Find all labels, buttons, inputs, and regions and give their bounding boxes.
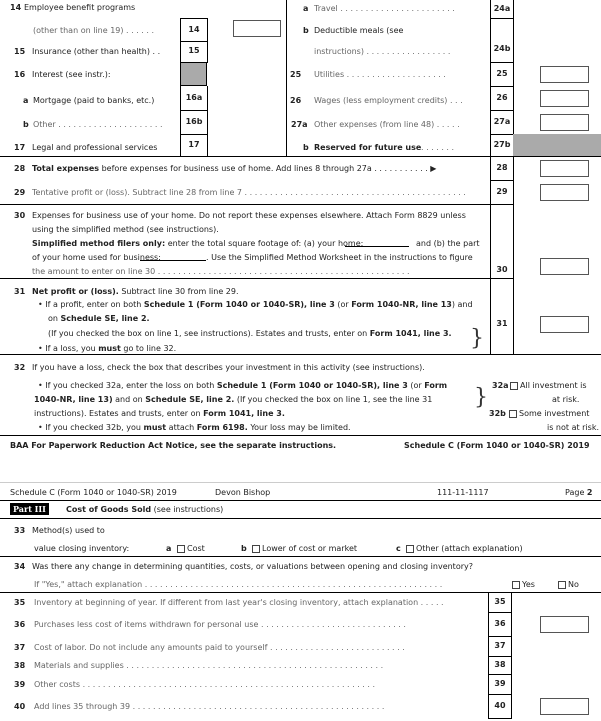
line-24b-label: Deductible meals (see: [314, 26, 404, 35]
line-24b-sub: instructions) . . . . . . . . . . . . . . . . .: [314, 47, 451, 56]
t: • If a loss, you: [38, 344, 99, 353]
column-divider: [286, 0, 287, 156]
line-26-amount-input[interactable]: [540, 90, 589, 107]
line-27a-label: Other expenses (from line 48) . . . . .: [314, 120, 460, 129]
checkbox-lower-cost[interactable]: [252, 544, 357, 553]
line-37-box-label: 37: [488, 636, 512, 657]
line-31-brace: }: [470, 326, 484, 351]
line-32a-label: 32a: [492, 381, 509, 390]
line-27b-label: Reserved for future use: [314, 143, 422, 152]
t: • If you checked 32b, you: [38, 423, 144, 432]
checkbox-no[interactable]: [558, 580, 579, 589]
line-31-bullet-1: [38, 300, 473, 309]
line-15-num: 15: [14, 47, 26, 56]
checkbox-32b-box[interactable]: [509, 410, 517, 418]
line-34-text2: If "Yes," attach explanation . . . . . . . . . . . . . . . . . . . . . . . . . . . . . . . . . . . . . . . . . . . . . . . . . . . . . . . . . . .: [34, 580, 443, 589]
line-33-num: 33: [14, 526, 26, 535]
t: Form: [424, 381, 448, 390]
checkbox-lower-cost-box[interactable]: [252, 545, 260, 553]
t: must: [143, 423, 167, 432]
t: on: [48, 314, 61, 323]
line-30-text-4: of your home used for business:: [32, 253, 161, 262]
footer-form-name: Schedule C (Form 1040 or 1040-SR) 2019: [404, 441, 590, 450]
line-38-box-label: 38: [488, 656, 512, 675]
line-28-label: [32, 164, 436, 173]
line-32-bullet-1: [38, 381, 447, 390]
simplified-method-label: Simplified method filers only:: [32, 239, 166, 248]
t: attach: [166, 423, 197, 432]
line-24a-label: Travel . . . . . . . . . . . . . . . . . . . . . . .: [314, 4, 455, 13]
line-26-label: Wages (less employment credits) . . .: [314, 96, 463, 105]
taxpayer-name: Devon Bishop: [215, 488, 271, 497]
part-iii-title: [66, 505, 223, 514]
business-sqft-input[interactable]: [140, 260, 206, 261]
t: • If you checked 32a, enter the loss on both: [38, 381, 217, 390]
footer-notice: BAA For Paperwork Reduction Act Notice, see the separate instructions.: [10, 441, 337, 450]
t: Form 1041, line 3.: [203, 409, 285, 418]
line-30-text-3: [32, 239, 363, 248]
line-16b-label: Other . . . . . . . . . . . . . . . . . . . . .: [33, 120, 163, 129]
line-26-box-label: 26: [490, 86, 514, 111]
line-30-box-label: 30: [490, 204, 514, 279]
line-33c-letter: c: [396, 544, 401, 553]
t: Schedule SE, line 2.: [145, 395, 235, 404]
line-27b-dots: . . . . . . .: [421, 143, 455, 152]
divider-line: [0, 354, 601, 355]
page-label: Page: [565, 488, 587, 497]
line-31-amount-input[interactable]: [540, 316, 589, 333]
line-24b-letter: b: [303, 26, 309, 35]
line-28-text: before expenses for business use of home. Add lines 8 through 27a . . . . . . . . . . . ▶: [99, 164, 437, 173]
checkbox-32a-text2: at risk.: [552, 395, 580, 404]
line-28-amount-input[interactable]: [540, 160, 589, 177]
page2-form-title: Schedule C (Form 1040 or 1040-SR) 2019: [10, 488, 177, 497]
t: Form 6198.: [196, 423, 248, 432]
line-16a-box-label: 16a: [180, 86, 208, 111]
line-25-num: 25: [290, 70, 302, 79]
t: 1040-NR, line 13): [34, 395, 113, 404]
line-33b-letter: b: [241, 544, 247, 553]
line-30-text-4c: . Use the Simplified Method Worksheet in the instructions to figure: [206, 253, 473, 262]
line-27a-num: 27a: [291, 120, 308, 129]
t: ) and: [451, 300, 473, 309]
line-29-label: Tentative profit or (loss). Subtract line 28 from line 7 . . . . . . . . . . . . . . . . . . . . . . . . . . . . . . . . . . . . . . . . . . . .: [32, 188, 466, 197]
line-25-box-label: 25: [490, 62, 514, 87]
checkbox-cost[interactable]: [177, 544, 205, 553]
line-24b-box-label: 24b: [490, 18, 514, 63]
line-32b-label: 32b: [489, 409, 506, 418]
line-32-num: 32: [14, 363, 26, 372]
line-17-num: 17: [14, 143, 26, 152]
line-33a-letter: a: [166, 544, 172, 553]
checkbox-other-box[interactable]: [406, 545, 414, 553]
t: • If a profit, enter on both: [38, 300, 144, 309]
line-30-num: 30: [14, 211, 26, 220]
checkbox-32a[interactable]: [510, 381, 587, 390]
t: instructions). Estates and trusts, enter on: [34, 409, 204, 418]
line-35-label: Inventory at beginning of year. If different from last year's closing inventory, attach explanation . . . . .: [34, 598, 444, 607]
checkbox-no-label: No: [568, 580, 579, 589]
checkbox-cost-label: Cost: [187, 544, 205, 553]
line-15-box-label: 15: [180, 40, 208, 63]
line-16-label: Interest (see instr.):: [32, 70, 111, 79]
line-27b-box-label: 27b: [490, 134, 514, 156]
part-iii-title-bold: Cost of Goods Sold: [66, 505, 152, 514]
line-35-num: 35: [14, 598, 26, 607]
line-30-text-2: using the simplified method (see instructions).: [32, 225, 219, 234]
checkbox-yes[interactable]: [512, 580, 535, 589]
home-sqft-input[interactable]: [345, 246, 409, 247]
line-40-box-label: 40: [488, 694, 512, 719]
line-16-shaded: [180, 62, 207, 86]
line-30-text-5: the amount to enter on line 30 . . . . . . . . . . . . . . . . . . . . . . . . . . . . . . . . . . . . . . . . . . . . . . . . . .: [32, 267, 410, 276]
line-30-amount-input[interactable]: [540, 258, 589, 275]
line-30-text-3c: and (b) the part: [416, 239, 480, 248]
line-37-label: Cost of labor. Do not include any amounts paid to yourself . . . . . . . . . . . . . . . . . . . . . . . . . . .: [34, 643, 405, 652]
checkbox-yes-label: Yes: [522, 580, 535, 589]
divider-line: [0, 500, 601, 501]
line-17-box-label: 17: [180, 134, 208, 156]
t: Form 1040-NR, line 13: [351, 300, 452, 309]
line-16-num: 16: [14, 70, 26, 79]
t: (If you checked the box on line 1, see instructions). Estates and trusts, enter on: [48, 329, 370, 338]
line-14-sub: (other than on line 19) . . . . . .: [33, 26, 155, 35]
line-31-bullet-3: [38, 344, 176, 353]
line-29-box-label: 29: [490, 180, 514, 205]
checkbox-32a-box[interactable]: [510, 382, 518, 390]
line-27b-letter: b: [303, 143, 309, 152]
line-31-box-label: 31: [490, 278, 514, 354]
divider-line: [0, 518, 601, 519]
t: Your loss may be limited.: [247, 423, 351, 432]
line-35-box-label: 35: [488, 592, 512, 613]
line-34-text: Was there any change in determining quantities, costs, or valuations between opening and closing inventory?: [32, 562, 473, 571]
line-31-bullet-1b: [48, 314, 150, 323]
line-27a-box-label: 27a: [490, 110, 514, 135]
line-32-brace: }: [474, 385, 488, 410]
line-40-label: Add lines 35 through 39 . . . . . . . . . . . . . . . . . . . . . . . . . . . . . . . . . . . . . . . . . . . . . . . . . .: [34, 702, 385, 711]
t: go to line 32.: [120, 344, 177, 353]
checkbox-32b[interactable]: [509, 409, 589, 418]
line-31-title: [32, 287, 239, 296]
line-31-bullet-2: [48, 329, 452, 338]
divider-line: [0, 435, 601, 436]
line-40-amount-input[interactable]: [540, 698, 589, 715]
line-36-num: 36: [14, 620, 26, 629]
line-38-num: 38: [14, 661, 26, 670]
line-30-text-1: Expenses for business use of your home. Do not report these expenses elsewhere. Attach Form 8829 unless: [32, 211, 466, 220]
line-14-box-label: 14: [180, 18, 208, 42]
line-37-num: 37: [14, 643, 26, 652]
divider-line: [0, 278, 490, 279]
t: (If you checked the box on line 1, see the line 31: [234, 395, 433, 404]
checkbox-other-label: Other (attach explanation): [416, 544, 523, 553]
t: and on: [112, 395, 146, 404]
part-iii-title-sub: (see instructions): [151, 505, 224, 514]
line-31-title-rest: Subtract line 30 from line 29.: [118, 287, 239, 296]
line-36-label: Purchases less cost of items withdrawn for personal use . . . . . . . . . . . . . . . . . . . . . . . . . . . . .: [34, 620, 406, 629]
line-24a-letter: a: [303, 4, 309, 13]
line-31-num: 31: [14, 287, 26, 296]
line-27b-shaded: [513, 134, 601, 156]
checkbox-32a-text: All investment is: [520, 381, 587, 390]
line-40-num: 40: [14, 702, 26, 711]
t: Form 1041, line 3.: [369, 329, 452, 338]
line-25-amount-input[interactable]: [540, 66, 589, 83]
line-39-box-label: 39: [488, 674, 512, 695]
part-iii-badge: Part III: [10, 503, 49, 515]
line-33-text: Method(s) used to: [32, 526, 105, 535]
line-28-num: 28: [14, 164, 26, 173]
line-29-num: 29: [14, 188, 26, 197]
t: Schedule 1 (Form 1040 or 1040-SR), line 3: [216, 381, 408, 390]
line-39-label: Other costs . . . . . . . . . . . . . . . . . . . . . . . . . . . . . . . . . . . . . . . . . . . . . . . . . . . . . . . . . .: [34, 680, 376, 689]
page-num: 2: [586, 488, 593, 497]
line-34-num: 34: [14, 562, 26, 571]
line-31-title-bold: Net profit or (loss).: [32, 287, 119, 296]
page-number: [565, 488, 593, 497]
line-16b-box-label: 16b: [180, 110, 208, 135]
line-28-box-label: 28: [490, 156, 514, 181]
line-16a-label: Mortgage (paid to banks, etc.): [33, 96, 155, 105]
checkbox-cost-box[interactable]: [177, 545, 185, 553]
line-28-bold: Total expenses: [32, 164, 100, 173]
divider-line: [0, 556, 601, 557]
line-25-label: Utilities . . . . . . . . . . . . . . . . . . . .: [314, 70, 446, 79]
line-29-amount-input[interactable]: [540, 184, 589, 201]
t: Schedule 1 (Form 1040 or 1040-SR), line 3: [143, 300, 335, 309]
checkbox-32b-text2: is not at risk.: [547, 423, 600, 432]
checkbox-32b-text: Some investment: [519, 409, 590, 418]
line-32-bullet-1b: [34, 395, 432, 404]
checkbox-lower-cost-label: Lower of cost or market: [262, 544, 358, 553]
line-36-amount-input[interactable]: [540, 616, 589, 633]
checkbox-other[interactable]: [406, 544, 523, 553]
line-14-amount-input[interactable]: [233, 20, 281, 37]
line-27a-amount-input[interactable]: [540, 114, 589, 131]
line-36-box-label: 36: [488, 612, 512, 637]
page-break: [0, 482, 601, 483]
line-17-label: Legal and professional services: [32, 143, 158, 152]
line-32-text: If you have a loss, check the box that describes your investment in this activity (see instructions).: [32, 363, 425, 372]
taxpayer-ssn: 111-11-1117: [437, 488, 489, 497]
line-39-num: 39: [14, 680, 26, 689]
line-30-text-3b: enter the total square footage of: (a) your home:: [165, 239, 364, 248]
line-26-num: 26: [290, 96, 302, 105]
line-38-label: Materials and supplies . . . . . . . . . . . . . . . . . . . . . . . . . . . . . . . . . . . . . . . . . . . . . . . . . . .: [34, 661, 384, 670]
line-32-bullet-1c: [34, 409, 285, 418]
line-14-num: 14: [10, 3, 22, 12]
line-16a-letter: a: [23, 96, 29, 105]
line-16b-letter: b: [23, 120, 29, 129]
t: (or: [407, 381, 425, 390]
t: (or: [334, 300, 352, 309]
checkbox-no-box[interactable]: [558, 581, 566, 589]
line-32-bullet-2: [38, 423, 351, 432]
t: must: [98, 344, 121, 353]
line-14-label: Employee benefit programs: [24, 3, 136, 12]
line-24a-box-label: 24a: [490, 0, 514, 19]
line-33-text2: value closing inventory:: [34, 544, 130, 553]
checkbox-yes-box[interactable]: [512, 581, 520, 589]
line-15-label: Insurance (other than health) . .: [32, 47, 161, 56]
t: Schedule SE, line 2.: [60, 314, 150, 323]
divider-line: [0, 204, 490, 205]
